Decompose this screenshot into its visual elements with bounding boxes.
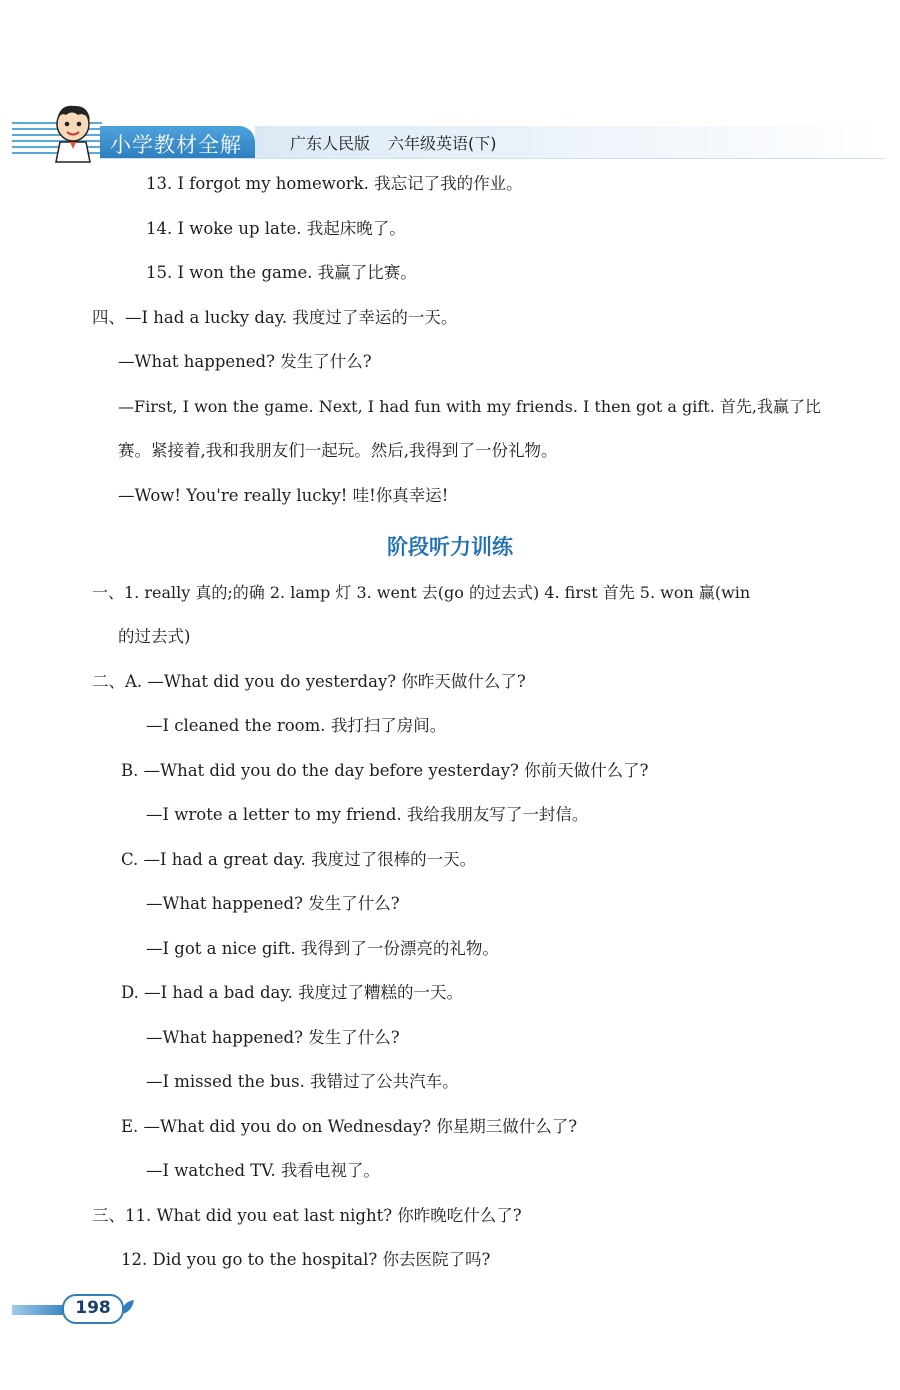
answer-line: —What happened? 发生了什么? [146,1028,400,1047]
answer-line: 一、1. really 真的;的确 2. lamp 灯 3. went 去(go 的过去式) 4. first 首先 5. won 赢(win [92,583,751,602]
answer-line: 12. Did you go to the hospital? 你去医院了吗? [121,1250,491,1269]
answer-line: —I missed the bus. 我错过了公共汽车。 [146,1072,459,1091]
answer-line: —What happened? 发生了什么? [118,352,372,371]
page-number: 198 [75,1298,111,1318]
answer-line: —I watched TV. 我看电视了。 [146,1161,380,1180]
answer-line: C. —I had a great day. 我度过了很棒的一天。 [121,850,477,869]
grade-subject-label: 六年级英语(下) [388,134,497,153]
answer-line: —I wrote a letter to my friend. 我给我朋友写了一封信。 [146,805,589,824]
page-header [0,100,900,170]
publisher-label: 广东人民版 [290,134,371,153]
answer-line: —What happened? 发生了什么? [146,894,400,913]
header-rule [100,158,885,159]
answer-line: 13. I forgot my homework. 我忘记了我的作业。 [146,174,523,193]
answer-line: 15. I won the game. 我赢了比赛。 [146,263,417,282]
answer-line: —I got a nice gift. 我得到了一份漂亮的礼物。 [146,939,499,958]
boy-mascot-icon [48,102,98,164]
answer-line: 14. I woke up late. 我起床晚了。 [146,219,406,238]
answer-line: —Wow! You're really lucky! 哇!你真幸运! [118,486,449,505]
answer-line: 四、—I had a lucky day. 我度过了幸运的一天。 [92,308,458,327]
answer-line: B. —What did you do the day before yesterday? 你前天做什么了? [121,761,649,780]
edition-info [290,131,515,154]
answer-line: 二、A. —What did you do yesterday? 你昨天做什么了? [92,672,526,691]
answer-line: 三、11. What did you eat last night? 你昨晚吃什么了? [92,1206,522,1225]
answer-line: 的过去式) [118,627,191,646]
section-title: 阶段听力训练 [387,535,513,559]
answer-line: D. —I had a bad day. 我度过了糟糕的一天。 [121,983,463,1002]
answer-line: —I cleaned the room. 我打扫了房间。 [146,716,447,735]
page-footer [0,1290,900,1330]
leaf-icon [120,1298,136,1316]
brand-title: 小学教材全解 [110,133,242,157]
answer-line: —First, I won the game. Next, I had fun with my friends. I then got a gift. 首先,我赢了比 [118,397,821,416]
answer-line: 赛。紧接着,我和我朋友们一起玩。然后,我得到了一份礼物。 [118,441,558,460]
answer-line: E. —What did you do on Wednesday? 你星期三做什么了? [121,1117,578,1136]
